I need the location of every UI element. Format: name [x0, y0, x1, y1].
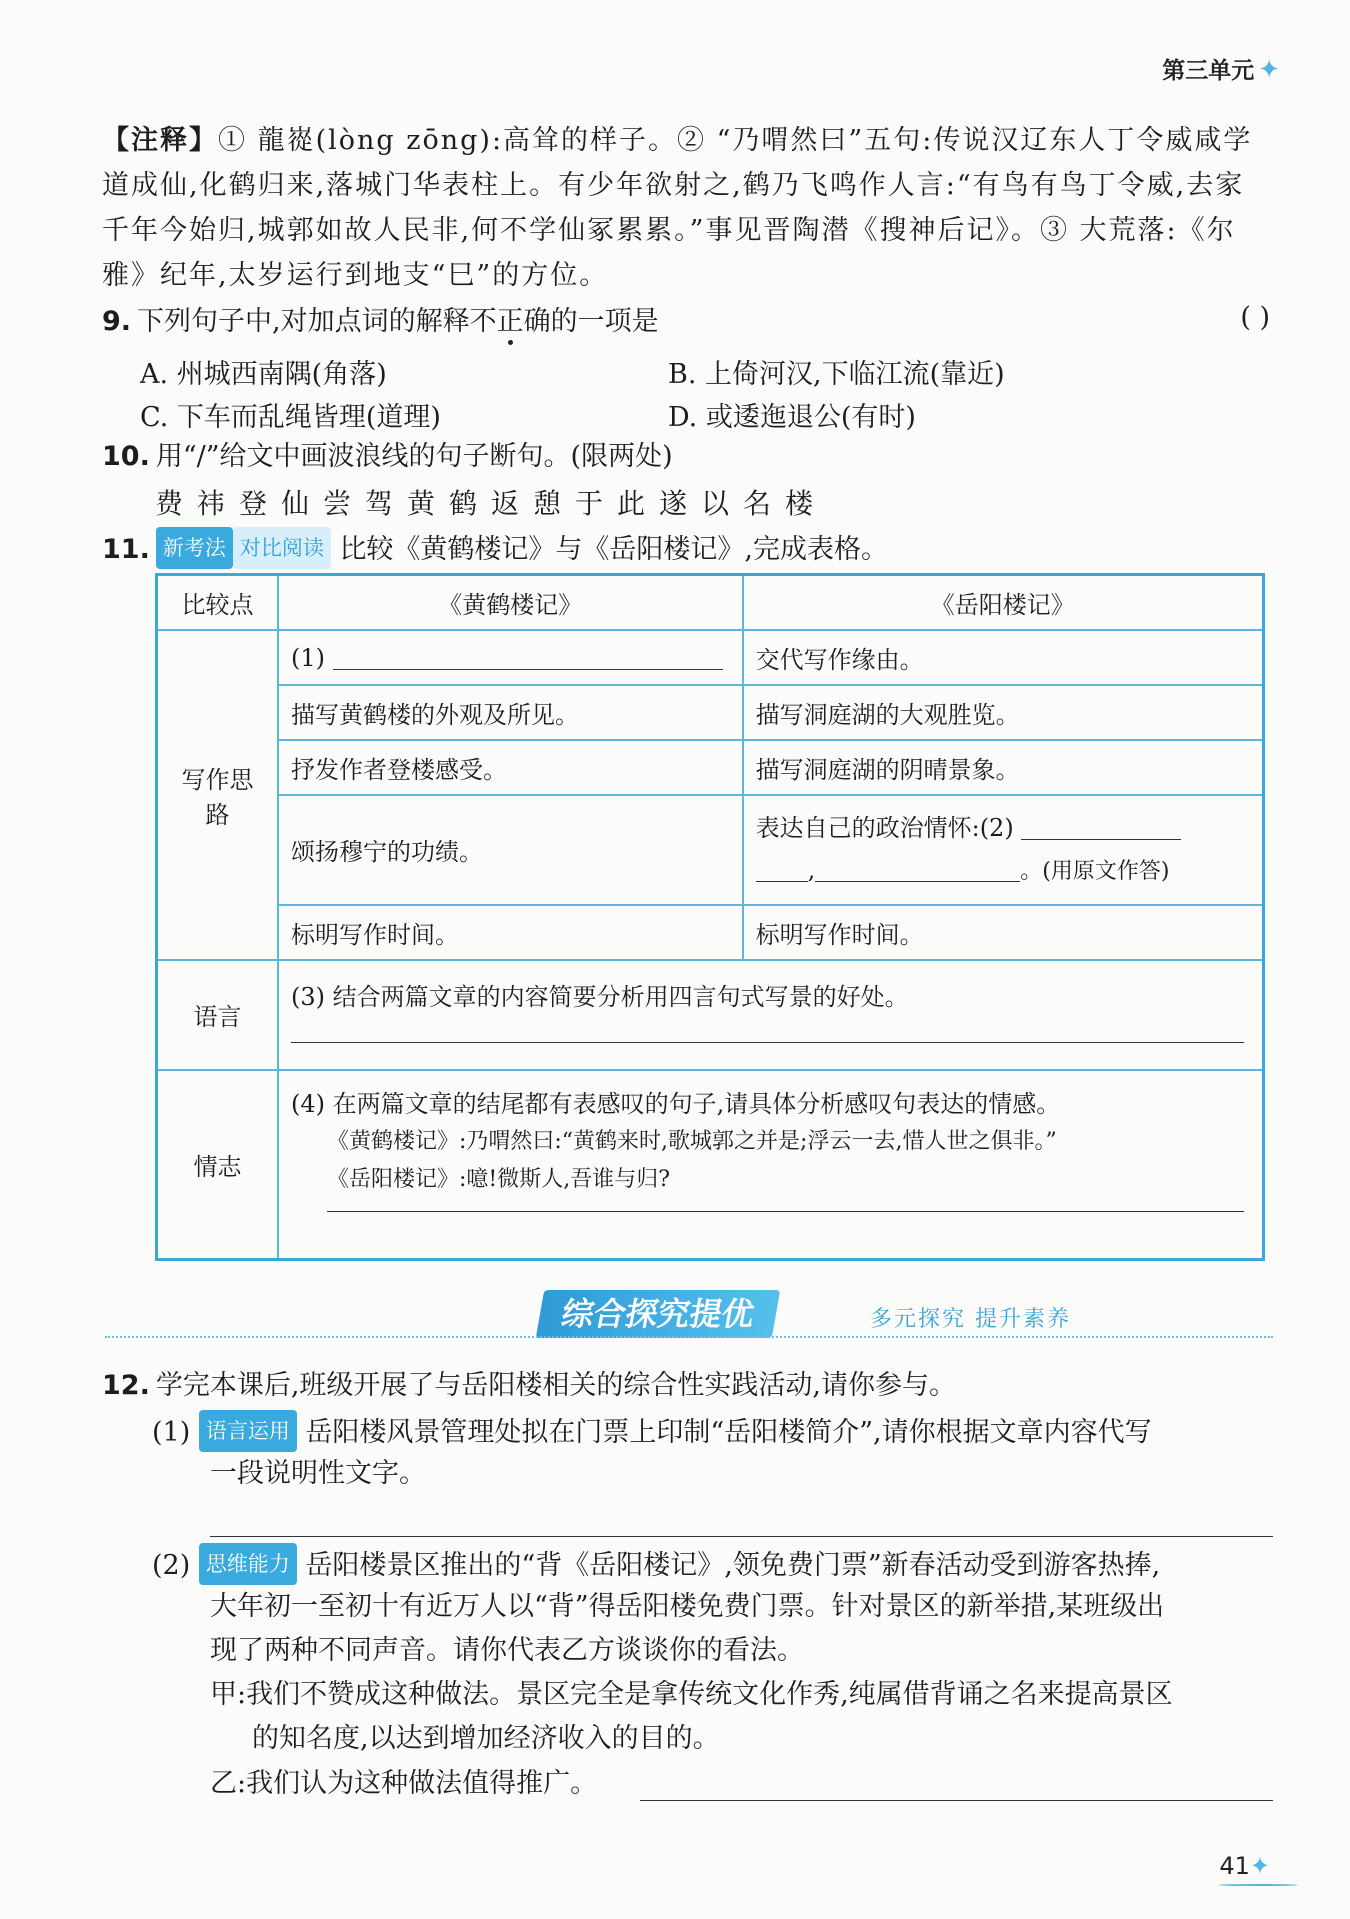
answer-line[interactable]	[640, 1800, 1273, 1801]
answer-line[interactable]	[327, 1211, 1244, 1212]
question-10	[102, 437, 673, 477]
answer-blank[interactable]	[756, 855, 808, 882]
party-b-text: 乙:我们认为这种做法值得推广。	[210, 1768, 598, 1799]
part-text-cont: 现了两种不同声音。请你代表乙方谈谈你的看法。	[210, 1635, 804, 1666]
question-stem: 用“/”给文中画波浪线的句子断句。(限两处)	[155, 441, 673, 472]
table-row	[157, 795, 1264, 905]
question-11	[102, 527, 888, 570]
answer-cell[interactable]	[278, 630, 743, 685]
cell-text: 。(用原文作答)	[1020, 858, 1170, 884]
row-header: 情志	[157, 1070, 278, 1260]
table-row	[157, 740, 1264, 795]
option-d[interactable]: D. 或逶迤退公(有时)	[668, 402, 916, 433]
answer-paren[interactable]: ( )	[1240, 302, 1270, 333]
header-cell: 比较点	[157, 575, 278, 630]
part-number: (2)	[152, 1550, 191, 1581]
quote-text: 《岳阳楼记》:噫!微斯人,吾谁与归?	[326, 1166, 671, 1192]
answer-line[interactable]	[210, 1536, 1273, 1537]
cell-text: (4) 在两篇文章的结尾都有表感叹的句子,请具体分析感叹句表达的情感。	[290, 1089, 1061, 1118]
answer-cell[interactable]	[278, 960, 1264, 1070]
unit-title: 第三单元	[1162, 58, 1255, 84]
question-number: 9.	[102, 306, 132, 337]
annotation-text: ① 龍嵸(lòng zōng):高耸的样子。② “乃喟然曰”五句:传说汉辽东人丁令威咸学道成仙,化鹤归来,落城门华表柱上。有少年欲射之,鹤乃飞鸣作人言:“有鸟有鸟丁令威,去家千年今始归,城郭如故人民非,何不学仙冢累累。”事见晋陶潜《搜神后记》。③ 大荒落:《尔雅》纪年,太岁运行到地支“巳”的方位。	[102, 125, 1253, 291]
question-stem: 比较《黄鹤楼记》与《岳阳楼记》,完成表格。	[339, 534, 889, 565]
table-header-row	[157, 575, 1264, 630]
table-cell: 标明写作时间。	[743, 905, 1264, 960]
compare-read-tag: 对比阅读	[233, 527, 331, 569]
annotation-block	[102, 118, 1270, 298]
page-number-text: 41	[1219, 1852, 1250, 1880]
answer-cell[interactable]: 表达自己的政治情怀:(2) , 。(用原文作答)	[743, 795, 1264, 905]
question-number: 10.	[102, 441, 150, 472]
answer-cell[interactable]	[278, 1070, 1264, 1260]
option-b[interactable]: B. 上倚河汉,下临江流(靠近)	[668, 359, 1005, 390]
unit-header	[1162, 52, 1280, 85]
answer-blank[interactable]	[333, 643, 723, 670]
header-cell: 《岳阳楼记》	[743, 575, 1264, 630]
question-number: 11.	[102, 534, 150, 565]
question-stem: 下列句子中,对加点词的解释	[137, 306, 470, 337]
emphasis-dots: 不正确	[469, 306, 551, 337]
annotation-label: 【注释】	[102, 125, 218, 156]
table-cell: 颂扬穆宁的功绩。	[278, 795, 743, 905]
wavy-sentence[interactable]: 费祎登仙尝驾黄鹤返憩于此遂以名楼	[155, 487, 828, 520]
part-text-cont: 一段说明性文字。	[210, 1458, 426, 1489]
new-method-tag: 新考法	[156, 527, 233, 569]
party-a-text-cont: 的知名度,以达到增加经济收入的目的。	[252, 1723, 720, 1754]
option-c[interactable]: C. 下车而乱绳皆理(道理)	[140, 402, 441, 433]
table-cell: 描写洞庭湖的大观胜览。	[743, 685, 1264, 740]
part-text-cont: 大年初一至初十有近万人以“背”得岳阳楼免费门票。针对景区的新举措,某班级出	[210, 1591, 1165, 1622]
section-subtitle: 多元探究 提升素养	[870, 1307, 1071, 1332]
quote-text: 《黄鹤楼记》:乃喟然曰:“黄鹤来时,歌城郭之并是;浮云一去,惜人世之俱非。”	[326, 1128, 1057, 1154]
section-banner: 综合探究提优	[536, 1290, 780, 1338]
question-9	[102, 302, 659, 342]
page-number	[1219, 1852, 1270, 1880]
table-cell: 标明写作时间。	[278, 905, 743, 960]
table-cell: 描写洞庭湖的阴晴景象。	[743, 740, 1264, 795]
part-text: 岳阳楼风景管理处拟在门票上印制“岳阳楼简介”,请你根据文章内容代写	[305, 1417, 1152, 1448]
row-header: 写作思路	[157, 630, 278, 960]
table-cell: 描写黄鹤楼的外观及所见。	[278, 685, 743, 740]
table-row	[157, 1070, 1264, 1260]
part-text: 岳阳楼景区推出的“背《岳阳楼记》,领免费门票”新春活动受到游客热捧,	[305, 1550, 1161, 1581]
question-stem-end: 的一项是	[550, 306, 659, 337]
star-icon: ✦	[1249, 1852, 1270, 1880]
row-header: 语言	[157, 960, 278, 1070]
part-number: (1)	[152, 1417, 191, 1448]
thinking-ability-tag: 思维能力	[199, 1543, 297, 1585]
option-a[interactable]: A. 州城西南隅(角落)	[140, 359, 387, 390]
table-cell: 交代写作缘由。	[743, 630, 1264, 685]
q12-part2	[152, 1543, 1160, 1586]
table-row	[157, 905, 1264, 960]
blank-label: (1)	[290, 643, 325, 672]
star-icon: ✦	[1258, 55, 1280, 85]
table-cell: 抒发作者登楼感受。	[278, 740, 743, 795]
section-divider	[105, 1336, 1273, 1338]
cell-text: (3) 结合两篇文章的内容简要分析用四言句式写景的好处。	[290, 982, 909, 1011]
q12-part1	[152, 1410, 1152, 1453]
table-row	[157, 685, 1264, 740]
cell-text: 表达自己的政治情怀:(2)	[755, 813, 1014, 842]
comparison-table	[155, 573, 1265, 1261]
table-row	[157, 630, 1264, 685]
question-number: 12.	[102, 1370, 150, 1401]
decorative-swoosh	[1218, 1884, 1298, 1886]
answer-blank[interactable]	[1021, 813, 1181, 840]
answer-blank[interactable]	[815, 855, 1020, 882]
question-12	[102, 1366, 956, 1406]
question-stem: 学完本课后,班级开展了与岳阳楼相关的综合性实践活动,请你参与。	[155, 1370, 957, 1401]
header-cell: 《黄鹤楼记》	[278, 575, 743, 630]
party-a-text: 甲:我们不赞成这种做法。景区完全是拿传统文化作秀,纯属借背诵之名来提高景区	[210, 1679, 1173, 1710]
language-use-tag: 语言运用	[199, 1410, 297, 1452]
answer-line[interactable]	[291, 1042, 1244, 1043]
table-row	[157, 960, 1264, 1070]
